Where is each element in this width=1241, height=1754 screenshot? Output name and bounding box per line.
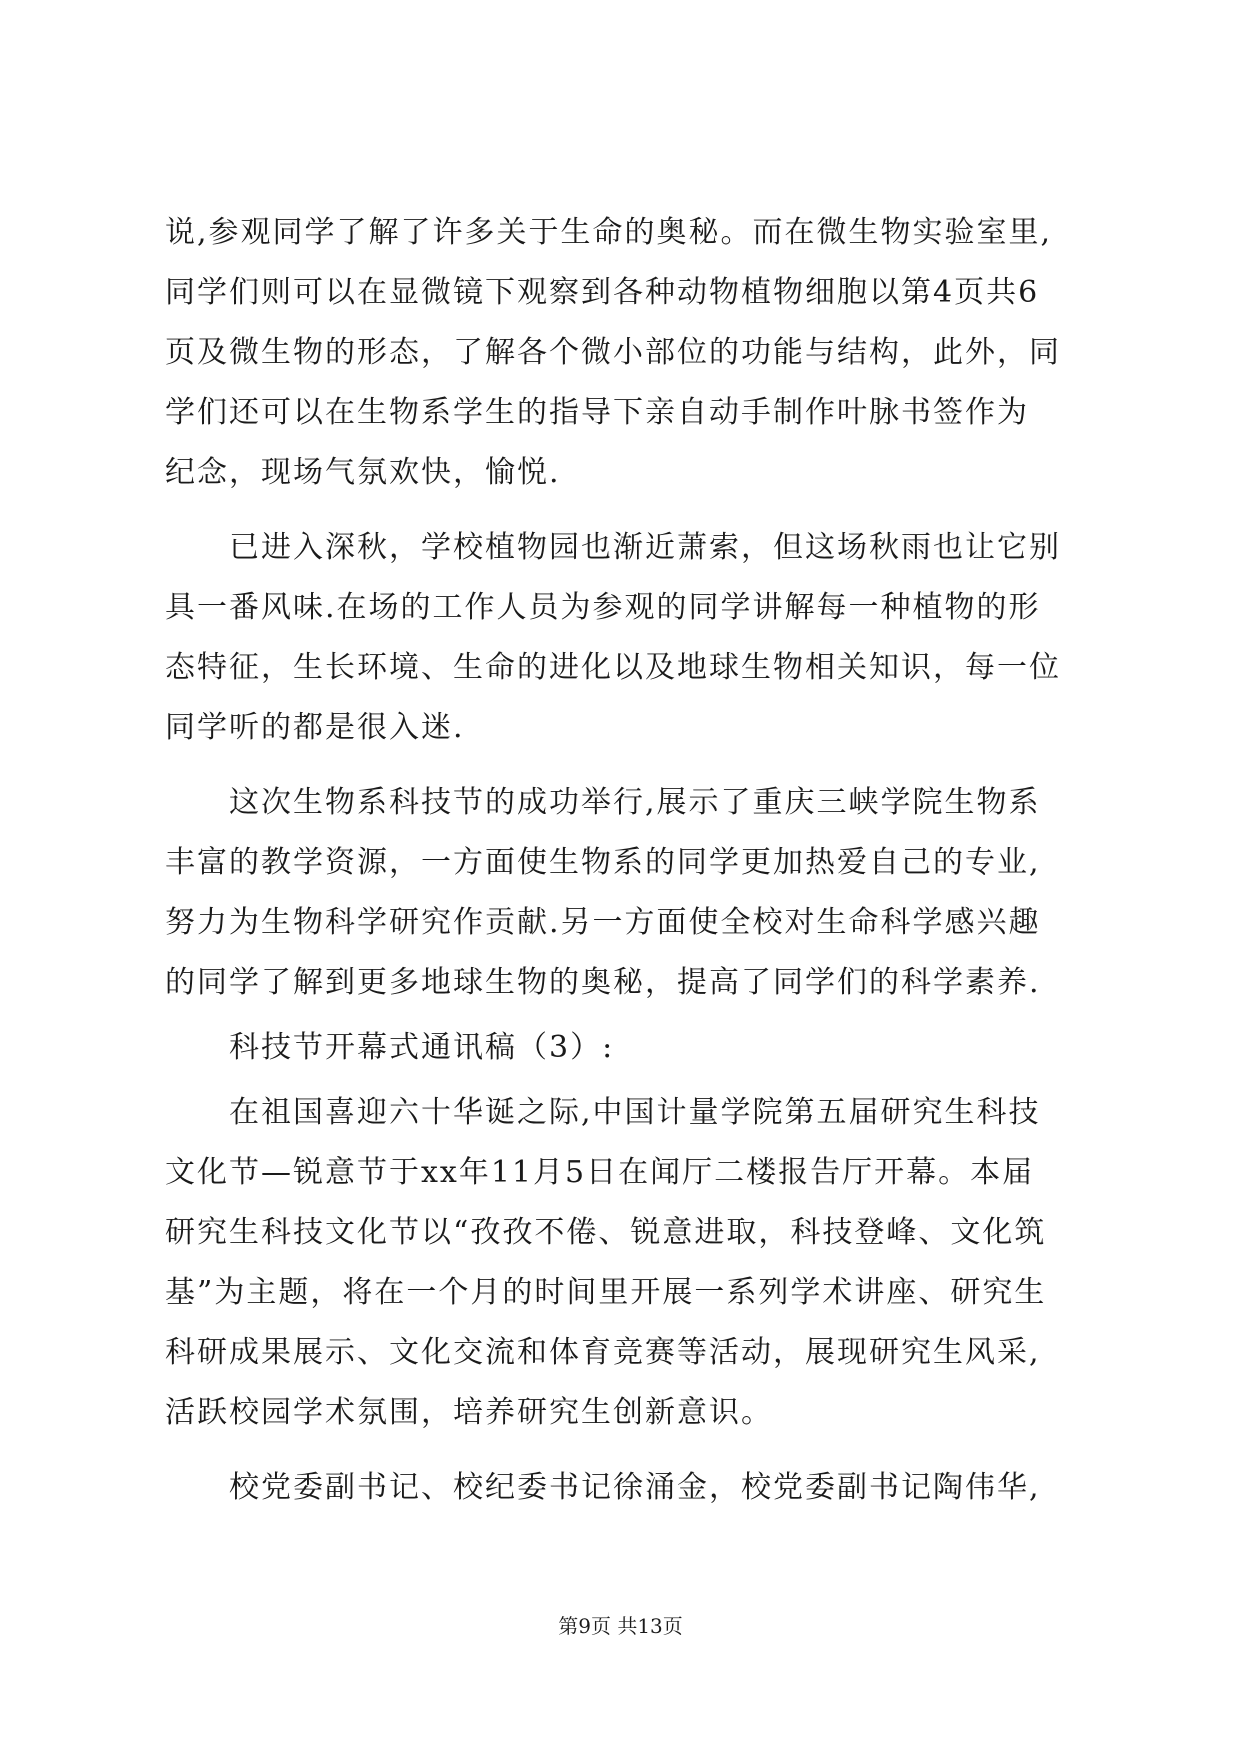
body-text-line: 说,参观同学了解了许多关于生命的奥秘。而在微生物实验室里, <box>165 215 1053 250</box>
body-text-line: 这次生物系科技节的成功举行,展示了重庆三峡学院生物系 <box>165 785 1041 820</box>
body-text-line: 页及微生物的形态，了解各个微小部位的功能与结构，此外，同 <box>165 335 1061 370</box>
body-text-line: 具一番风味.在场的工作人员为参观的同学讲解每一种植物的形 <box>165 590 1041 625</box>
body-text-line: 已进入深秋，学校植物园也渐近萧索，但这场秋雨也让它别 <box>165 530 1061 565</box>
body-text-line: 校党委副书记、校纪委书记徐涌金，校党委副书记陶伟华, <box>165 1470 1041 1505</box>
body-text-line: 纪念，现场气氛欢快，愉悦. <box>165 455 561 490</box>
body-text-line: 文化节—锐意节于xx年11月5日在闻厅二楼报告厅开幕。本届 <box>165 1155 1035 1190</box>
body-text-line: 基”为主题，将在一个月的时间里开展一系列学术讲座、研究生 <box>165 1275 1047 1310</box>
body-text-line: 丰富的教学资源，一方面使生物系的同学更加热爱自己的专业, <box>165 845 1041 880</box>
body-text-line: 态特征，生长环境、生命的进化以及地球生物相关知识，每一位 <box>165 650 1061 685</box>
body-text-line: 研究生科技文化节以“孜孜不倦、锐意进取，科技登峰、文化筑 <box>165 1215 1047 1250</box>
body-text-line: 努力为生物科学研究作贡献.另一方面使全校对生命科学感兴趣 <box>165 905 1041 940</box>
body-text-line: 活跃校园学术氛围，培养研究生创新意识。 <box>165 1395 773 1430</box>
body-text-line: 的同学了解到更多地球生物的奥秘，提高了同学们的科学素养. <box>165 965 1041 1000</box>
body-text-line: 同学听的都是很入迷. <box>165 710 465 745</box>
body-text-line: 在祖国喜迎六十华诞之际,中国计量学院第五届研究生科技 <box>165 1095 1041 1130</box>
body-text-line: 学们还可以在生物系学生的指导下亲自动手制作叶脉书签作为 <box>165 395 1029 430</box>
section-heading: 科技节开幕式通讯稿（3）: <box>165 1030 615 1065</box>
body-text-line: 科研成果展示、文化交流和体育竞赛等活动，展现研究生风采, <box>165 1335 1041 1370</box>
body-text-line: 同学们则可以在显微镜下观察到各种动物植物细胞以第4页共6 <box>165 275 1040 310</box>
page-number-footer: 第9页 共13页 <box>558 1614 683 1638</box>
